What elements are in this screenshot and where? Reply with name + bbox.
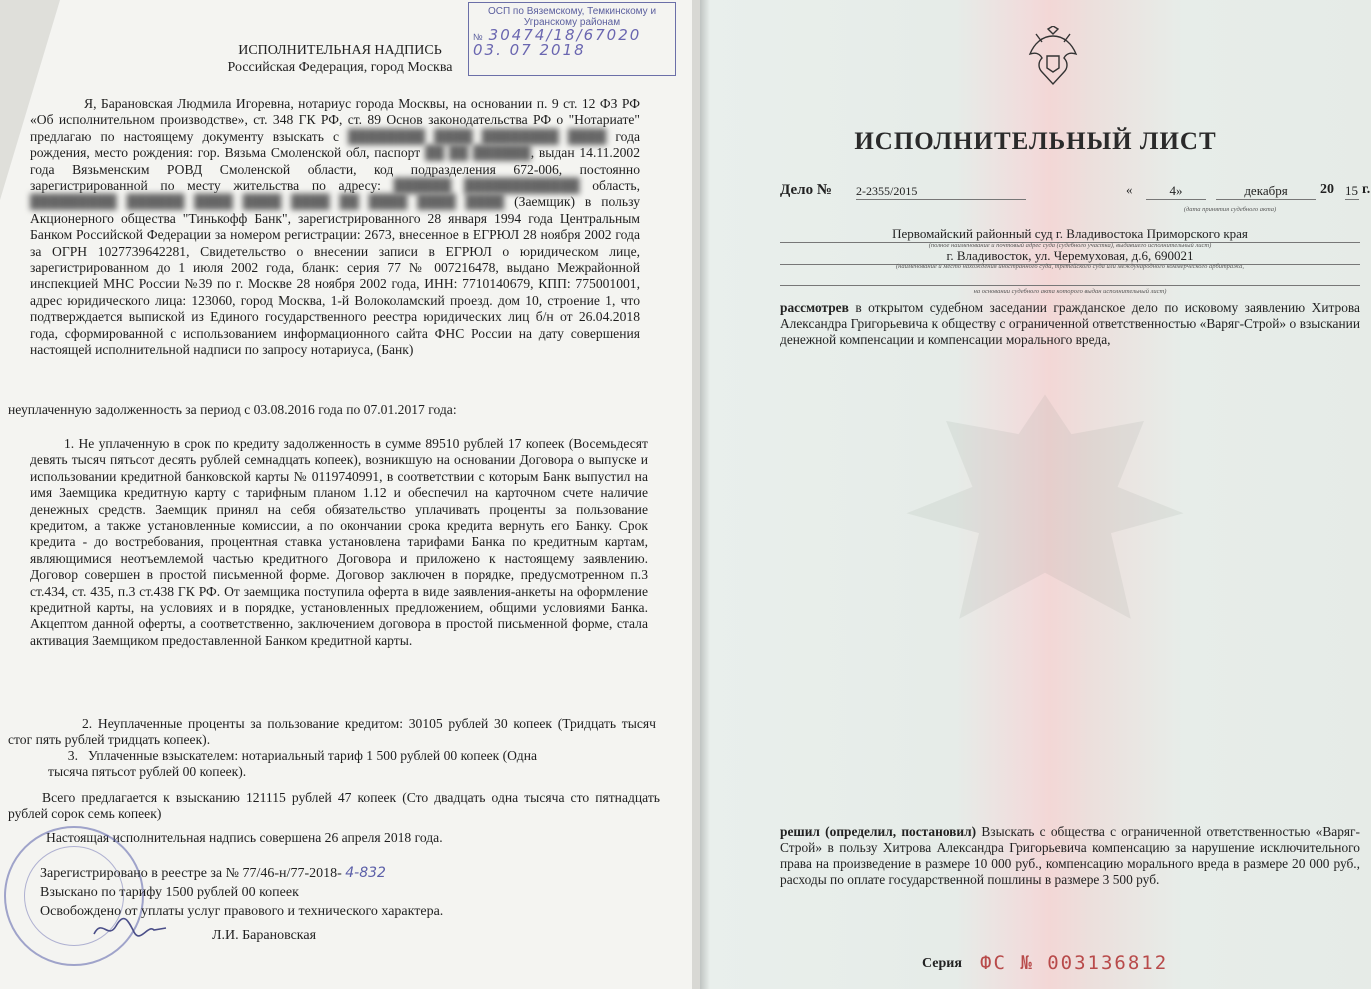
case-row	[780, 182, 1371, 204]
stamp-org: ОСП по Вяземскому, Темкинскому и Угранскому районам	[487, 6, 657, 28]
inscription-title: ИСПОЛНИТЕЛЬНАЯ НАДПИСЬ	[238, 43, 442, 58]
redacted-address-1: ██████ ████████████	[393, 178, 580, 194]
item-3	[8, 748, 656, 781]
decided-paragraph	[780, 824, 1360, 888]
inscription-subtitle: Российская Федерация, город Москва	[227, 60, 453, 75]
year-g: г.	[1362, 182, 1371, 197]
p1-part-b: года рождения, место рождения: гор. Вязьма Смоленской обл, паспорт	[30, 128, 641, 161]
item-3-line-a: Уплаченные взыскателем: нотариальный тариф 1 500 рублей 00 копеек (Одна	[88, 748, 538, 763]
date-month: декабря	[1216, 183, 1316, 200]
registration-block	[40, 864, 443, 921]
stamp-num-label: №	[473, 32, 483, 42]
writ-title: ИСПОЛНИТЕЛЬНЫЙ ЛИСТ	[854, 128, 1217, 155]
court-name: Первомайский районный суд г. Владивостока Приморского края	[780, 226, 1360, 243]
item-3-number: 3.	[67, 748, 78, 763]
coat-of-arms-icon	[1028, 26, 1078, 86]
writ-of-execution-page	[700, 0, 1371, 989]
year-prefix: 20	[1320, 182, 1334, 197]
date-quote: «	[1126, 182, 1133, 197]
stamp-date: 03. 07 2018	[473, 41, 586, 59]
debt-period: неуплаченную задолженность за период с 03.08.2016 года по 07.01.2017 года:	[8, 402, 457, 417]
redacted-passport: ██ ██ ██████	[424, 145, 531, 161]
p1-part-e: (Заемщик) в пользу Акционерного общества "Тинькофф Банк", зарегистрированного 28 января 1994 года Центральным Банком Российской Федерации за номером регистрации: 2673, внесенное в ЕГРЮЛ 28 ноября 2002 года за ОГРН 1027739642281, Свидетельство о внесении записи в ЕГРЮЛ о юридическом лице, зарегистрированном до 1 июля 2002 года, бланк: серия 77 № 007216478, выдано Межрайонной инспекцией МНС России №39 по г. Москве 28 ноября 2002 года, ИНН: 7710140679, КПП: 775001001, адрес юридического лица: 123060, город Москва, 1-й Волоколамский проезд. дом 10, строение 1, что подтверждается выпиской из Единого государственного реестра юридических лиц б/н от 26.04.2018 года, сформированной с использованием информационного сайта ФНС России на дату совершения настоящей исполнительной надписи по запросу нотариуса, (Банк)	[30, 194, 640, 358]
caption-date: (дата принятия судебного акта)	[1183, 206, 1277, 213]
p1-part-a: Я, Барановская Людмила Игоревна, нотариус города Москвы, на основании п. 9 ст. 12 ФЗ РФ «Об исполнительном производстве», ст. 348 ГК РФ, ст. 89 Основ законодательства РФ о "Нотариате" предлагаю по настоящему документу взыскать с	[30, 96, 640, 144]
considered-label: рассмотрев	[780, 300, 849, 315]
completion-date: Настоящая исполнительная надпись совершена 26 апреля 2018 года.	[46, 830, 443, 845]
blank-line	[780, 274, 1360, 286]
decided-text: Взыскать с общества с ограниченной ответственностью «Варяг-Строй» в пользу Хитрова Александра Григорьевича компенсацию за нарушение исключительного права на произведение в размере 10 000 руб., компенсацию морального вреда в размере 20 000 руб., расходы по оплате государственной пошлины в размере 3 500 руб.	[780, 824, 1361, 887]
considered-paragraph	[780, 300, 1360, 348]
item-3-line-b: тысяча пятьсот рублей 00 копеек).	[48, 764, 247, 780]
signature	[90, 914, 170, 942]
case-label: Дело №	[780, 182, 832, 198]
notary-main-paragraph	[30, 96, 640, 359]
registry-handwritten: 4-832	[345, 865, 386, 881]
case-number: 2-2355/2015	[856, 184, 1026, 200]
date-day: 4»	[1146, 183, 1206, 200]
series-number: ФС № 003136812	[980, 952, 1169, 974]
item-1: 1. Не уплаченную в срок по кредиту задолженность в сумме 89510 рублей 17 копеек (Восемьдесят девять тысяч пятьсот десять рублей семнадцать копеек), возникшую на основании Договора о выпуске и использовании кредитной банковской карты № 0119740991, в соответствии с которым Банк выпустил на имя Заемщика кредитную карту с тарифным планом 1.12 и обеспечил на карточном счете наличие денежных средств. Заемщик принял на себя обязательство уплачивать проценты за пользование кредитом, а также установленные комиссии, а по окончании срока кредита вернуть его Банку. Срок кредита - до востребования, процентная ставка установлена тарифами Банка по кредитным картам, являющимися неотъемлемой частью кредитного Договора и приложено к настоящему заявлению. Договор совершен в простой письменной форме. Договор заключен в порядке, предусмотренном п.3 ст.434, ст. 435, п.3 ст.438 ГК РФ. От заемщика поступила оферта в виде заявления-анкеты на оформление кредитной карты, на условиях и в порядке, установленных предложением, общими условиями Банка. Акцептом данной оферты, а соответственно, заключением договора в простой письменной форме, стала активация Заемщиком предоставленной Банком кредитной карты.	[30, 436, 648, 648]
registry-number: Зарегистрировано в реестре за № 77/46-н/77-2018-	[40, 866, 342, 881]
watermark-emblem-icon	[880, 360, 1210, 660]
court-address: г. Владивосток, ул. Черемуховая, д.6, 690021	[780, 248, 1360, 265]
p1-part-d: область,	[592, 178, 640, 194]
stamp-number: 30474/18/67020	[488, 26, 642, 44]
caption-basis: на основании судебного акта которого выдан исполнительный лист)	[973, 288, 1167, 295]
notary-name: Л.И. Барановская	[212, 928, 317, 943]
considered-text: в открытом судебном заседании гражданское дело по исковому заявлению Хитрова Александра Григорьевича к обществу с ограниченной ответственностью «Варяг-Строй» о взыскании денежной компенсации и компенсации морального вреда,	[780, 300, 1360, 347]
year-suffix: 15	[1345, 183, 1358, 198]
decided-label: решил (определил, постановил)	[780, 824, 977, 839]
redacted-name: ████████ ████ ████████ ████	[348, 128, 607, 144]
series-label: Серия	[922, 956, 962, 971]
p1-part-c: , выдан 14.11.2002 года Вязьменским РОВД Смоленской области, код подразделения 672-006, постоянно зарегистрированной по месту жительства по адресу:	[30, 145, 641, 194]
caption-court: (полное наименование и почтовый адрес суда (судебного участка), выдавшего исполнительный лист)	[928, 242, 1212, 249]
tariff-line: Взыскано по тарифу 1500 рублей 00 копеек	[40, 885, 299, 900]
total-sum: Всего предлагается к взысканию 121115 рублей 47 копеек (Сто двадцать одна тысяча сто пятнадцать рублей сорок семь копеек)	[8, 790, 660, 822]
redacted-address-2: █████████ ██████ ████ ████ ████ ██ ████ ████ ████	[30, 194, 505, 210]
caption-foreign: (наименование и место нахождения иностранного суда, третейского суда или международного коммерческого арбитража,	[895, 263, 1245, 270]
exempt-line: Освобождено от уплаты услуг правового и технического характера.	[40, 904, 444, 919]
inscription-title-block	[160, 42, 520, 76]
item-2: 2. Неуплаченные проценты за пользование кредитом: 30105 рублей 30 копеек (Тридцать тысяч стог пять рублей тридцать копеек).	[8, 716, 656, 748]
